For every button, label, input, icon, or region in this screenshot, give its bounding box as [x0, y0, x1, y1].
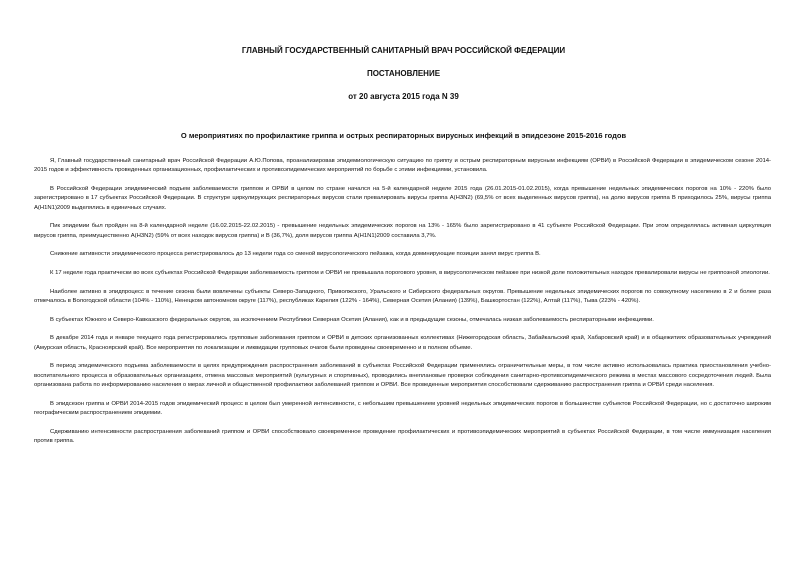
- paragraph: В период эпидемического подъема заболеваемости в целях предупреждения распространения заболеваний в субъектах Российской Федерации применялись ограничительные меры, в том числе активно использовалась практика приостановления учебно-воспитательного процесса в образовательных организациях, отмена массовых мероприятий (культурных и спортивных), проводились внеплановые проверки соблюдения санитарно-противоэпидемического режима в местах массового сосредоточения людей. Была организована работа по информированию населения о мерах личной и общественной профилактики заболеваний гриппом и ОРВИ. Все проведенные мероприятия способствовали сдерживанию распространения гриппа и ОРВИ среди населения.: [34, 363, 771, 388]
- document-date-number: от 20 августа 2015 года N 39: [348, 92, 459, 101]
- paragraph: Сдерживанию интенсивности распространения заболеваний гриппом и ОРВИ способствовало своевременное проведение профилактических и противоэпидемических мероприятий в субъектах Российской Федерации, в том числе иммунизация населения против гриппа.: [34, 428, 771, 444]
- paragraph: Пик эпидемии был пройден на 8-й календарной неделе (16.02.2015-22.02.2015) - превышение недельных эпидемических порогов на 13% - 165% было зарегистрировано в 41 субъекте Российской Федерации. При этом определялась активная циркуляция вирусов гриппа, преимущественно А(H3N2) (59% от всех находок вирусов гриппа) и В (36,7%), доля вирусов гриппа A(H1N1)2009 составила 3,7%.: [34, 223, 771, 239]
- document-body: [34, 157, 771, 456]
- issuing-authority: ГЛАВНЫЙ ГОСУДАРСТВЕННЫЙ САНИТАРНЫЙ ВРАЧ РОССИЙСКОЙ ФЕДЕРАЦИИ: [241, 46, 566, 55]
- document-title: О мероприятиях по профилактике гриппа и острых респираторных вирусных инфекций в эпидсезоне 2015-2016 годов: [180, 131, 627, 140]
- paragraph: В субъектах Южного и Северо-Кавказского федеральных округов, за исключением Республики Северная Осетия (Алания), как и в предыдущие сезоны, отмечалась низкая заболеваемость респираторными инфекциями.: [50, 316, 654, 323]
- paragraph: В эпидсезон гриппа и ОРВИ 2014-2015 годов эпидемический процесс в целом был умеренной интенсивности, с небольшим превышением уровней недельных эпидемических порогов в большинстве субъектов Российской Федерации, но с достаточно широким географическим распространением эпидемии.: [34, 400, 771, 416]
- paragraph: В Российской Федерации эпидемический подъем заболеваемости гриппом и ОРВИ в целом по стране начался на 5-й календарной неделе 2015 года (26.01.2015-01.02.2015), когда превышение недельных эпидемических порогов на 10% - 220% было зарегистрировано в 17 субъектах Российской Федерации. В структуре циркулирующих респираторных вирусов стали превалировать вирусы гриппа А(H3N2) (69,5% от всех выделенных вирусов гриппа), на долю вирусов гриппа В приходилось 25%, вирусы гриппа A(H1N1)2009 выделялись в единичных случаях.: [34, 185, 771, 211]
- paragraph: Я, Главный государственный санитарный врач Российской Федерации А.Ю.Попова, проанализировав эпидемиологическую ситуацию по гриппу и острым респираторным вирусным инфекциям (ОРВИ) в Российской Федерации в эпидемическом сезоне 2014-2015 годов и эффективность проведенных организационных, профилактических и противоэпидемических мероприятий по борьбе с этими инфекциями, установила.: [34, 158, 771, 174]
- document-type: ПОСТАНОВЛЕНИЕ: [366, 69, 441, 78]
- paragraph: Наиболее активно в эпидпроцесс в течение сезона были вовлечены субъекты Северо-Западного, Приволжского, Уральского и Сибирского федеральных округов. Превышение недельных эпидемических порогов по совокупному населению в 2 и более раза отмечалось в Вологодской области (104% - 110%), Ненецком автономном округе (117%), республиках Карелия (122% - 164%), Северная Осетия (Алания) (139%), Башкортостан (122%), Алтай (117%), Тыва (223% - 420%).: [34, 288, 771, 304]
- paragraph: Снижение активности эпидемического процесса регистрировалось до 13 недели года со сменой вирусологического пейзажа, когда доминирующие позиции занял вирус гриппа В.: [50, 251, 541, 258]
- paragraph: К 17 неделе года практически во всех субъектах Российской Федерации заболеваемость гриппом и ОРВИ не превышала порогового уровня, в вирусологическом пейзаже при низкой доле положительных находок превалировали вирусы не гриппозной этиологии.: [50, 269, 770, 276]
- paragraph: В декабре 2014 года и январе текущего года регистрировались групповые заболевания гриппом и ОРВИ в детских организованных коллективах (Нижегородская область, Забайкальский край, Хабаровский край) и в общежитиях образовательных учреждений (Амурская область, Красноярский край). Все мероприятия по локализации и ликвидации групповых очагов были проведены своевременно и в полном объеме.: [34, 335, 771, 351]
